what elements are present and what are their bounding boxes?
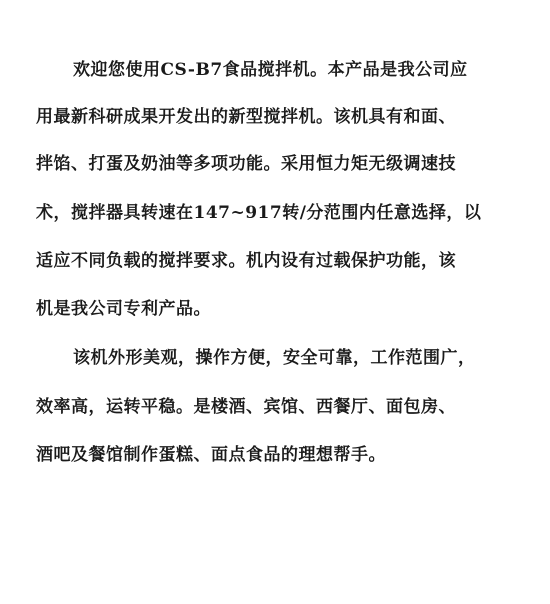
paragraph-1-line-3: 拌馅、打蛋及奶油等多项功能。采用恒力矩无级调速技	[36, 154, 456, 174]
paragraph-1-line-2: 用最新科研成果开发出的新型搅拌机。该机具有和面、	[36, 107, 456, 127]
paragraph-1-line-4: 术，搅拌器具转速在147~917转/分范围内任意选择，以	[36, 203, 482, 223]
paragraph-1-line-1: 欢迎您使用CS-B7食品搅拌机。本产品是我公司应	[73, 60, 468, 80]
paragraph-2-line-2: 效率高，运转平稳。是楼酒、宾馆、西餐厅、面包房、	[36, 397, 456, 417]
paragraph-1-line-5: 适应不同负载的搅拌要求。机内设有过载保护功能，该	[36, 251, 456, 271]
paragraph-1-line-6: 机是我公司专利产品。	[36, 299, 211, 319]
paragraph-2-line-3: 酒吧及餐馆制作蛋糕、面点食品的理想帮手。	[36, 445, 386, 465]
paragraph-2-line-1: 该机外形美观，操作方便，安全可靠，工作范围广，	[73, 348, 476, 368]
